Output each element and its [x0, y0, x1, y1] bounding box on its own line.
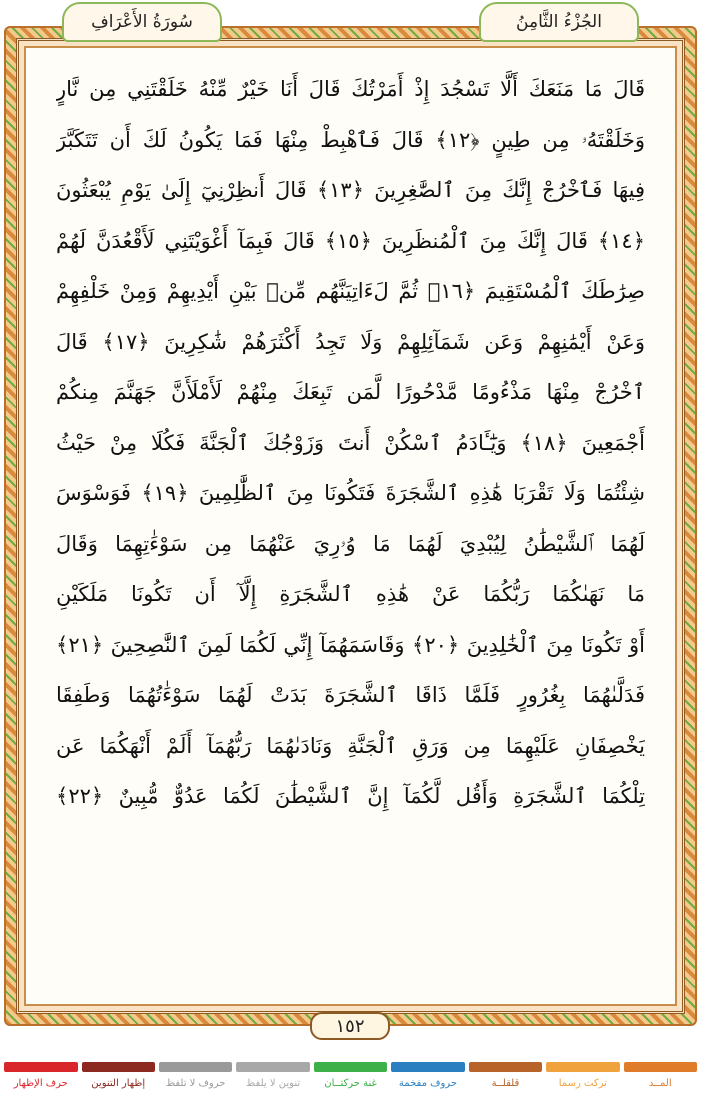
- legend-label: حروف لا تلفظ: [165, 1078, 226, 1089]
- legend-swatch: [314, 1062, 387, 1072]
- text-line: أَجْمَعِينَ ﴿١٨﴾ وَيَٰٓـَٔادَمُ ٱسْكُنْ أَنتَ وَزَوْجُكَ ٱلْجَنَّةَ فَكُلَا مِنْ حَيْثُ: [56, 430, 645, 455]
- legend-swatch: [624, 1062, 697, 1072]
- text-line: ﴿١٤﴾ قَالَ إِنَّكَ مِنَ ٱلْمُنظَرِينَ ﴿١٥﴾ قَالَ فَبِمَآ أَغْوَيْتَنِي لَأَقْعُدَنَّ لَهُمْ: [56, 228, 645, 253]
- legend-item: [391, 1062, 464, 1098]
- legend-item: [4, 1062, 77, 1098]
- text-line: ٱخْرُجْ مِنْهَا مَذْءُومًا مَّدْحُورًا لَّمَن تَبِعَكَ مِنْهُمْ لَأَمْلَأَنَّ جَهَنَّمَ مِنكُمْ: [56, 380, 645, 404]
- text-line: فِيهَا فَٱخْرُجْ إِنَّكَ مِنَ ٱلصَّٰغِرِينَ ﴿١٣﴾ قَالَ أَنظِرْنِيٓ إِلَىٰ يَوْمِ يُبْعَثُونَ: [56, 178, 645, 202]
- text-line: وَخَلَقْتَهُۥ مِن طِينٍ ﴿١٢﴾ قَالَ فَٱهْبِطْ مِنْهَا فَمَا يَكُونُ لَكَ أَن تَتَكَبَّرَ: [56, 127, 645, 152]
- legend-swatch: [546, 1062, 619, 1072]
- text-line: شِئْتُمَا وَلَا تَقْرَبَا هَٰذِهِ ٱلشَّجَرَةَ فَتَكُونَا مِنَ ٱلظَّٰلِمِينَ ﴿١٩﴾ فَوَسْوَسَ: [56, 481, 645, 505]
- legend-item: [159, 1062, 232, 1098]
- legend-swatch: [469, 1062, 542, 1072]
- legend-label: قلقلــة: [491, 1078, 520, 1089]
- legend-label: حروف مفخمة: [398, 1078, 458, 1089]
- text-line: أَوْ تَكُونَا مِنَ ٱلْخَٰلِدِينَ ﴿٢٠﴾ وَقَاسَمَهُمَآ إِنِّي لَكُمَا لَمِنَ ٱلنَّٰصِحِينَ ﴿٢١﴾: [56, 632, 645, 657]
- legend-item: [314, 1062, 387, 1098]
- text-line: قَالَ مَا مَنَعَكَ أَلَّا تَسْجُدَ إِذْ أَمَرْتُكَ قَالَ أَنَا خَيْرٌ مِّنْهُ خَلَقْتَنِي مِن نَّارٍ: [56, 77, 645, 101]
- legend-label: المــد: [648, 1078, 672, 1089]
- legend-swatch: [4, 1062, 77, 1072]
- legend-label: تركت رسما: [558, 1078, 607, 1089]
- legend-item: [236, 1062, 309, 1098]
- legend-label: تنوين لا يلفظ: [246, 1078, 301, 1089]
- text-line: مَا نَهَىٰكُمَا رَبُّكُمَا عَنْ هَٰذِهِ ٱلشَّجَرَةِ إِلَّآ أَن تَكُونَا مَلَكَيْنِ: [56, 582, 645, 606]
- legend-label: غنة حركتــان: [324, 1078, 377, 1089]
- legend-item: [469, 1062, 542, 1098]
- legend-item: [624, 1062, 697, 1098]
- text-line: فَدَلَّىٰهُمَا بِغُرُورٍ فَلَمَّا ذَاقَا ٱلشَّجَرَةَ بَدَتْ لَهُمَا سَوْءَٰتُهُمَا وَطَفِقَا: [56, 683, 645, 707]
- tajweed-legend: [4, 1062, 697, 1098]
- quran-text: [56, 64, 645, 974]
- legend-swatch: [391, 1062, 464, 1072]
- page-number: ١٥٢: [310, 1012, 390, 1040]
- text-line: لَهُمَا ٱلشَّيْطَٰنُ لِيُبْدِيَ لَهُمَا مَا وُۥرِيَ عَنْهُمَا مِن سَوْءَٰتِهِمَا وَقَالَ: [56, 531, 645, 556]
- legend-swatch: [236, 1062, 309, 1072]
- text-line: وَعَنْ أَيْمَٰنِهِمْ وَعَن شَمَآئِلِهِمْ وَلَا تَجِدُ أَكْثَرَهُمْ شَٰكِرِينَ ﴿١٧﴾ قَالَ: [56, 329, 645, 354]
- legend-label: حرف الإظهار: [13, 1078, 68, 1089]
- legend-item: [546, 1062, 619, 1098]
- legend-label: إظهار التنوين: [91, 1078, 146, 1089]
- surah-title: سُورَةُ الأَعْرَافِ: [62, 2, 222, 42]
- text-line: صِرَٰطَكَ ٱلْمُسْتَقِيمَ ﴿١٦﴾ ثُمَّ لَءَاتِيَنَّهُم مِّنۢ بَيْنِ أَيْدِيهِمْ وَمِنْ خَلْفِهِمْ: [56, 279, 645, 303]
- legend-swatch: [82, 1062, 155, 1072]
- juz-title: الجُزْءُ الثَّامِنُ: [479, 2, 639, 42]
- text-line: يَخْصِفَانِ عَلَيْهِمَا مِن وَرَقِ ٱلْجَنَّةِ وَنَادَىٰهُمَا رَبُّهُمَآ أَلَمْ أَنْهَكُمَا عَن: [56, 733, 645, 758]
- legend-swatch: [159, 1062, 232, 1072]
- text-line: تِلْكُمَا ٱلشَّجَرَةِ وَأَقُل لَّكُمَآ إِنَّ ٱلشَّيْطَٰنَ لَكُمَا عَدُوٌّ مُّبِينٌ ﴿٢٢﴾: [56, 784, 645, 808]
- legend-item: [82, 1062, 155, 1098]
